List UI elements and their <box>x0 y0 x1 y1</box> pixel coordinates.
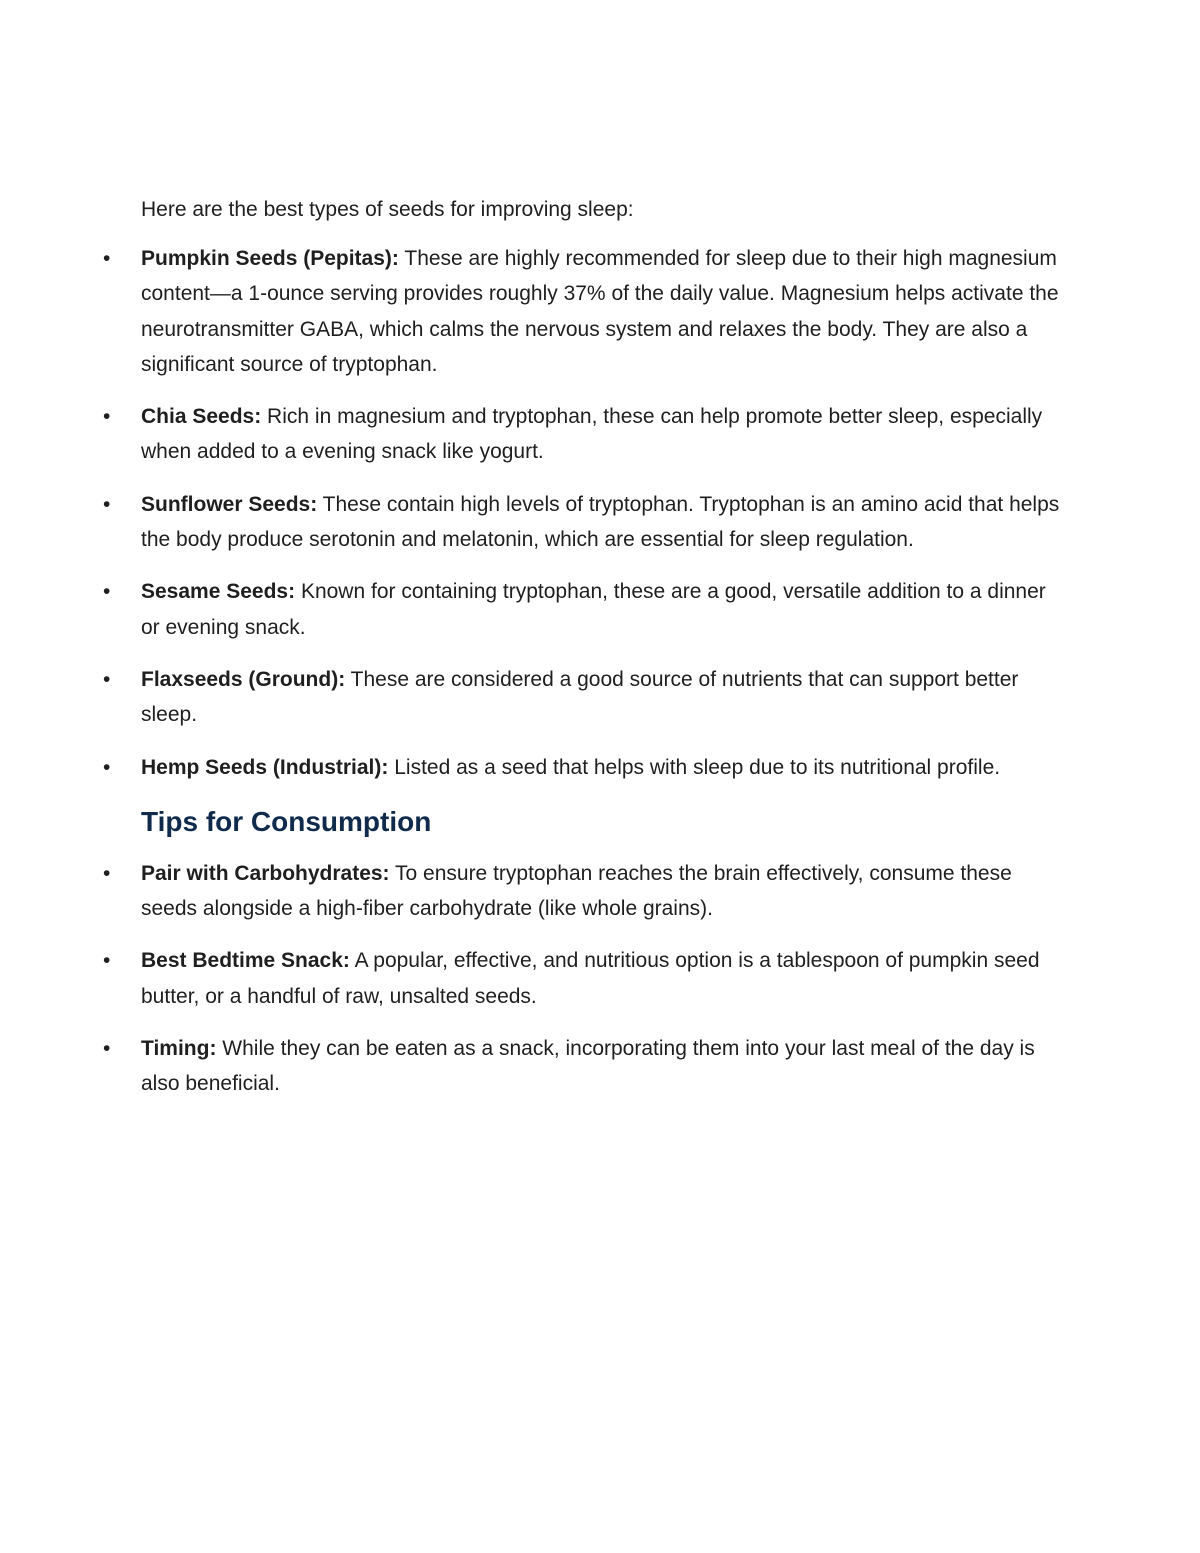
list-item-bedtime-snack <box>103 943 1066 1014</box>
list-item-description: A popular, effective, and nutritious option is a tablespoon of pumpkin seed butter, or a handful of raw, unsalted seeds. <box>141 949 1040 1008</box>
list-item-term: Chia Seeds: <box>141 405 262 429</box>
document-content <box>103 192 1066 1119</box>
tips-list <box>103 856 1066 1102</box>
list-item-hemp-seeds <box>103 750 1066 785</box>
bullet-icon: • <box>103 861 111 885</box>
list-item-pumpkin-seeds <box>103 241 1066 382</box>
list-item-pair-carbohydrates <box>103 856 1066 927</box>
list-item-flaxseeds <box>103 662 1066 733</box>
list-item-description: Listed as a seed that helps with sleep due to its nutritional profile. <box>388 755 1001 779</box>
list-item-term: Sesame Seeds: <box>141 580 296 604</box>
seeds-list <box>103 241 1066 785</box>
list-item-timing <box>103 1031 1066 1102</box>
list-item-term: Timing: <box>141 1037 217 1061</box>
list-item-description: Rich in magnesium and tryptophan, these can help promote better sleep, especially when added to a evening snack like yogurt. <box>141 405 1043 464</box>
bullet-icon: • <box>103 667 111 691</box>
list-item-sesame-seeds <box>103 574 1066 645</box>
list-item-description: These are highly recommended for sleep due to their high magnesium content—a 1-ounce serving provides roughly 37% of the daily value. Magnesium helps activate the neurotransmitter GABA, which calms the nervous system and relaxes the body. They are also a significant source of tryptophan. <box>141 247 1059 376</box>
list-item-term: Flaxseeds (Ground): <box>141 667 346 691</box>
intro-paragraph: Here are the best types of seeds for improving sleep: <box>141 198 634 221</box>
tips-heading: Tips for Consumption <box>141 805 432 837</box>
list-item-chia-seeds <box>103 399 1066 470</box>
bullet-icon: • <box>103 755 111 779</box>
list-item-description: While they can be eaten as a snack, incorporating them into your last meal of the day is also beneficial. <box>141 1037 1035 1096</box>
list-item-term: Best Bedtime Snack: <box>141 949 350 973</box>
list-item-sunflower-seeds <box>103 487 1066 558</box>
bullet-icon: • <box>103 247 111 270</box>
list-item-description: Known for containing tryptophan, these are a good, versatile addition to a dinner or evening snack. <box>141 580 1046 639</box>
list-item-description: These are considered a good source of nutrients that can support better sleep. <box>141 667 1019 727</box>
bullet-icon: • <box>103 580 111 604</box>
list-item-description: To ensure tryptophan reaches the brain effectively, consume these seeds alongside a high-fiber carbohydrate (like whole grains). <box>141 861 1012 921</box>
list-item-term: Hemp Seeds (Industrial): <box>141 755 389 779</box>
bullet-icon: • <box>103 949 111 973</box>
bullet-icon: • <box>103 405 111 429</box>
list-item-term: Pumpkin Seeds (Pepitas): <box>141 247 399 270</box>
list-item-term: Sunflower Seeds: <box>141 492 318 516</box>
list-item-term: Pair with Carbohydrates: <box>141 861 390 885</box>
list-item-description: These contain high levels of tryptophan. Tryptophan is an amino acid that helps the body produce serotonin and melatonin, which are essential for sleep regulation. <box>141 492 1060 552</box>
bullet-icon: • <box>103 492 111 516</box>
bullet-icon: • <box>103 1037 111 1061</box>
